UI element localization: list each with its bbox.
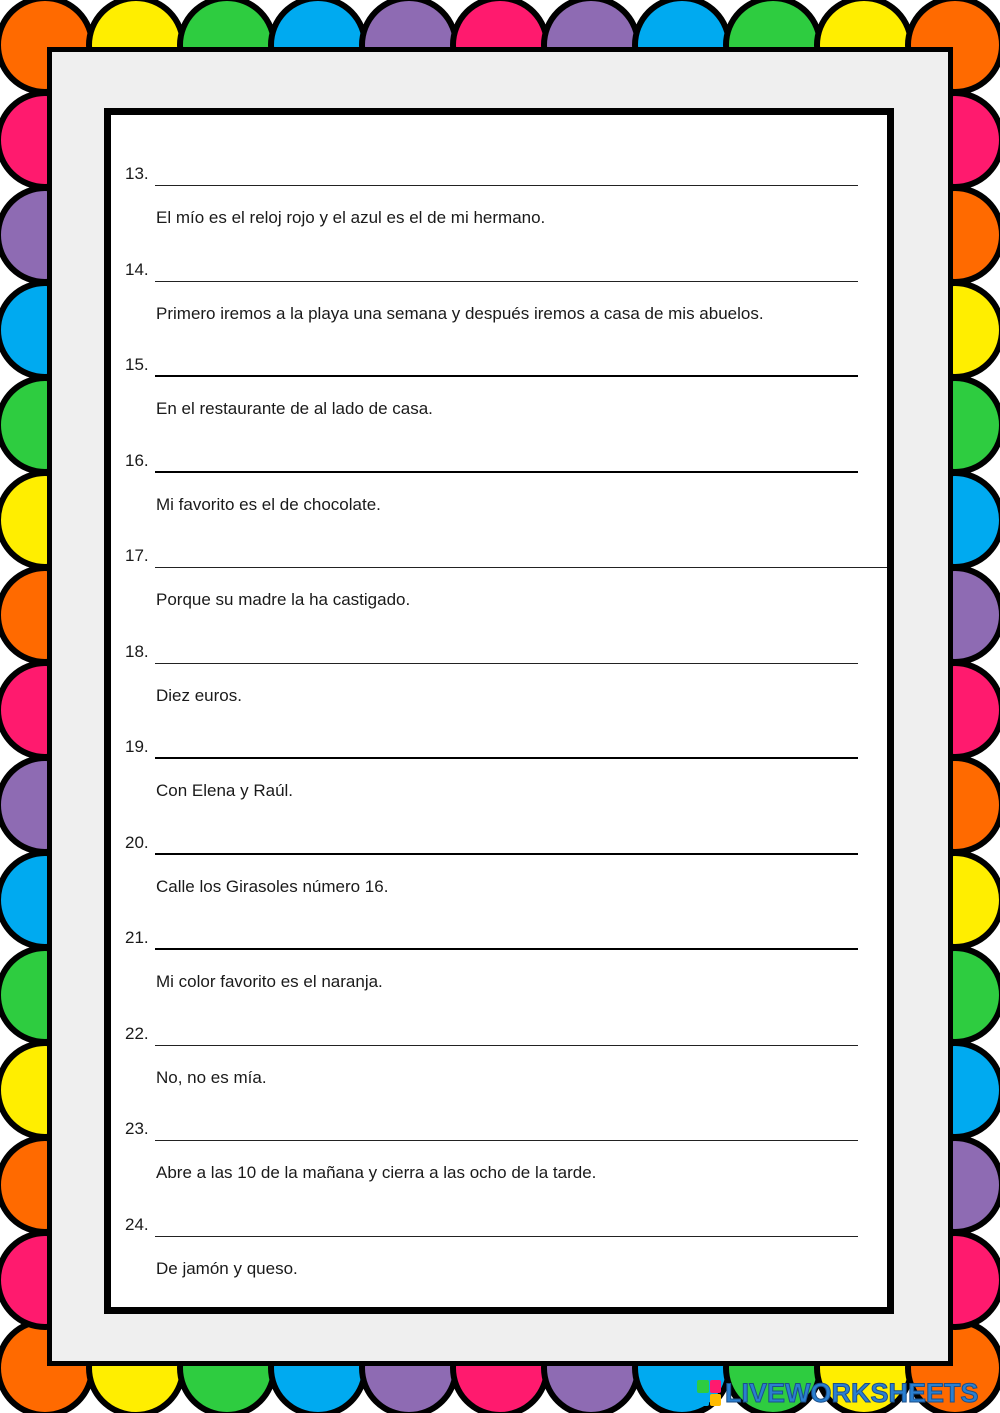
question-number: 14. xyxy=(125,259,149,279)
question-number: 16. xyxy=(125,450,149,470)
question-row xyxy=(125,160,858,186)
question-row xyxy=(125,351,858,377)
question-number: 24. xyxy=(125,1214,149,1234)
question-number: 20. xyxy=(125,832,149,852)
question-number: 17. xyxy=(125,546,149,565)
question-row xyxy=(125,924,858,950)
answer-line[interactable] xyxy=(155,471,858,473)
logo-text: LIVEWORKSHEETS xyxy=(725,1377,979,1408)
liveworksheets-icon xyxy=(697,1380,721,1406)
liveworksheets-logo xyxy=(697,1376,979,1410)
question-row xyxy=(125,829,858,855)
answer-line[interactable] xyxy=(155,1236,858,1237)
answer-line[interactable] xyxy=(155,948,858,950)
question-row xyxy=(125,447,858,473)
question-row xyxy=(125,1211,858,1237)
answer-text: Con Elena y Raúl. xyxy=(156,781,294,800)
question-row xyxy=(125,256,858,282)
answer-text: El mío es el reloj rojo y el azul es el de mi hermano. xyxy=(156,208,546,227)
answer-text: En el restaurante de al lado de casa. xyxy=(156,399,433,418)
answer-line[interactable] xyxy=(155,1045,858,1046)
answer-line[interactable] xyxy=(155,663,858,664)
question-number: 22. xyxy=(125,1023,149,1043)
answer-text: Primero iremos a la playa una semana y después iremos a casa de mis abuelos. xyxy=(156,303,764,323)
answer-line[interactable] xyxy=(155,757,858,759)
question-row xyxy=(125,1020,858,1046)
question-row xyxy=(125,733,858,759)
question-number: 18. xyxy=(125,641,149,661)
question-number: 13. xyxy=(125,164,149,183)
answer-line[interactable] xyxy=(155,853,858,855)
question-row xyxy=(125,542,858,568)
question-row xyxy=(125,638,858,664)
answer-line[interactable] xyxy=(155,185,858,186)
answer-line[interactable] xyxy=(155,281,858,282)
answer-text: De jamón y queso. xyxy=(156,1258,298,1278)
question-number: 15. xyxy=(125,355,149,374)
answer-text: Abre a las 10 de la mañana y cierra a las ocho de la tarde. xyxy=(156,1163,597,1182)
question-row xyxy=(125,1115,858,1141)
answer-line[interactable] xyxy=(155,1140,858,1141)
answer-text: Mi favorito es el de chocolate. xyxy=(156,494,381,514)
answer-line[interactable] xyxy=(155,375,858,377)
answer-line[interactable] xyxy=(155,567,887,568)
question-number: 21. xyxy=(125,928,149,947)
question-number: 19. xyxy=(125,737,149,756)
answer-text: No, no es mía. xyxy=(156,1067,267,1087)
answer-text: Calle los Girasoles número 16. xyxy=(156,876,389,896)
answer-text: Porque su madre la ha castigado. xyxy=(156,590,411,609)
answer-text: Mi color favorito es el naranja. xyxy=(156,972,383,991)
answer-text: Diez euros. xyxy=(156,685,242,705)
question-number: 23. xyxy=(125,1119,149,1138)
